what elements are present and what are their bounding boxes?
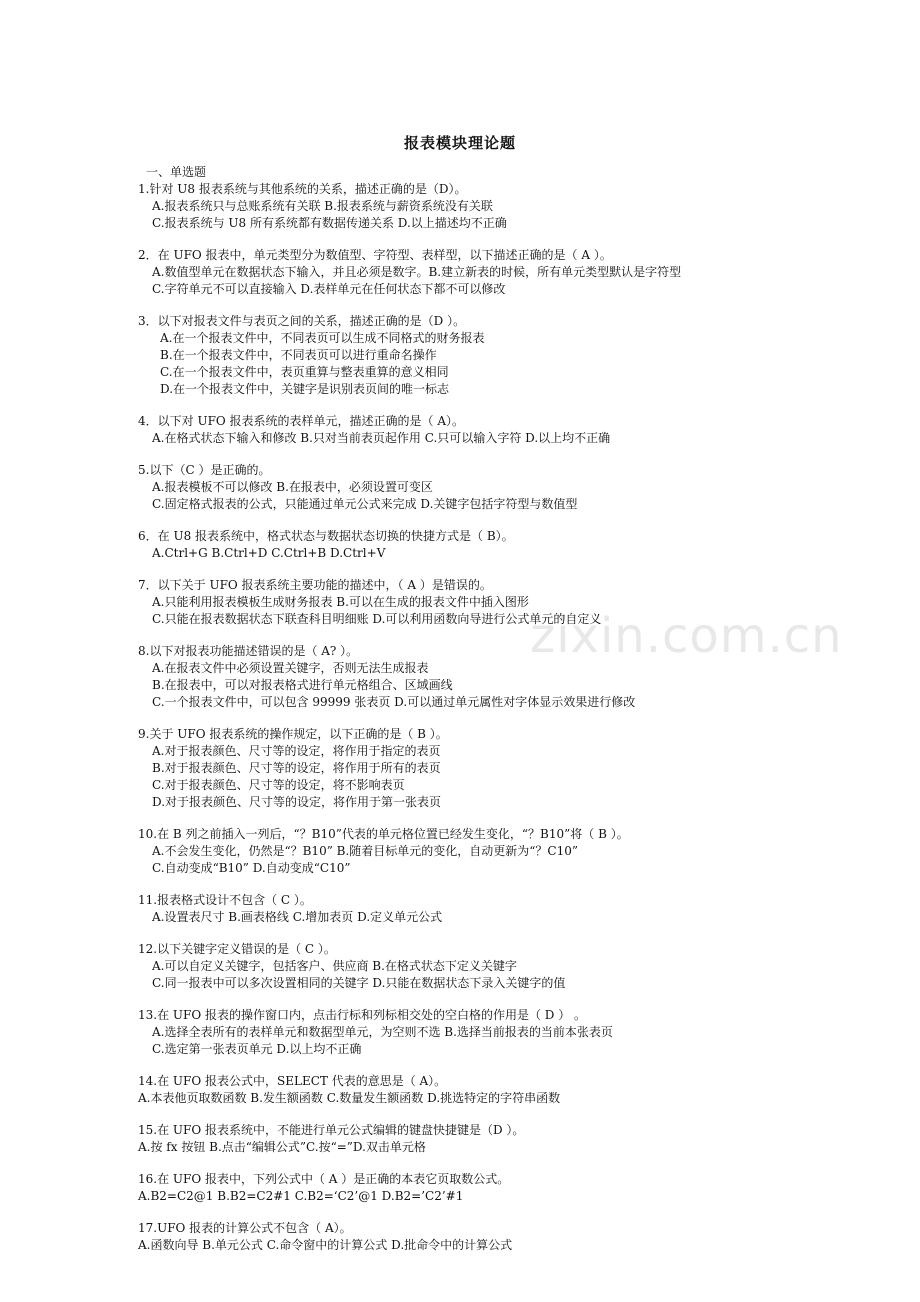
question-options-line: B.在一个报表文件中，不同表页可以进行重命名操作 (160, 348, 437, 362)
question-stem: 4．以下对 UFO 报表系统的表样单元，描述正确的是（ A）。 (138, 414, 465, 428)
question-options-line: D.对于报表颜色、尺寸等的设定，将作用于第一张表页 (152, 795, 442, 809)
question-options-line: A.B2=C2@1 B.B2=C2#1 C.B2=‘C2’@1 D.B2=’C2’#1 (138, 1189, 464, 1203)
question-options-line: A.数值型单元在数据状态下输入，并且必须是数字。B.建立新表的时候，所有单元类型默认是字符型 (152, 265, 682, 279)
question-stem: 1.针对 U8 报表系统与其他系统的关系，描述正确的是（D）。 (138, 182, 467, 196)
question-options-line: B.对于报表颜色、尺寸等的设定，将作用于所有的表页 (152, 761, 441, 775)
question-options-line: A.在一个报表文件中，不同表页可以生成不同格式的财务报表 (160, 331, 485, 345)
question-options-line: A.对于报表颜色、尺寸等的设定，将作用于指定的表页 (152, 744, 441, 758)
question-options-line: C.在一个报表文件中，表页重算与整表重算的意义相同 (160, 365, 449, 379)
page-title: 报表模块理论题 (403, 134, 516, 152)
question-14 (138, 1073, 778, 1107)
question-17 (138, 1220, 778, 1254)
question-stem: 11.报表格式设计不包含（ C ）。 (138, 893, 312, 907)
question-3 (138, 313, 778, 398)
question-stem: 12.以下关键字定义错误的是（ C ）。 (138, 942, 336, 956)
question-options-line: C.对于报表颜色、尺寸等的设定，将不影响表页 (152, 778, 405, 792)
question-stem: 9.关于 UFO 报表系统的操作规定，以下正确的是（ B ）。 (138, 727, 448, 741)
question-options-line: B.在报表中，可以对报表格式进行单元格组合、区域画线 (152, 678, 453, 692)
question-10 (138, 826, 778, 877)
question-1 (138, 181, 778, 232)
question-stem: 17.UFO 报表的计算公式不包含（ A）。 (138, 1221, 352, 1235)
question-stem: 15.在 UFO 报表系统中，不能进行单元公式编辑的键盘快捷键是（D ）。 (138, 1123, 525, 1137)
question-options-line: A.选择全表所有的表样单元和数据型单元，为空则不选 B.选择当前报表的当前本张表页 (152, 1025, 613, 1039)
question-15 (138, 1122, 778, 1156)
question-stem: 10.在 B 列之前插入一列后，“？B10”代表的单元格位置已经发生变化，“？B10”将（ B ）。 (138, 827, 629, 841)
question-stem: 13.在 UFO 报表的操作窗口内，点击行标和列标相交处的空白格的作用是（ D ） 。 (138, 1008, 587, 1022)
question-options-line: A.报表系统只与总账系统有关联 B.报表系统与薪资系统没有关联 (152, 199, 493, 213)
question-12 (138, 941, 778, 992)
question-stem: 14.在 UFO 报表公式中，SELECT 代表的意思是（ A）。 (138, 1074, 447, 1088)
question-options-line: A.在报表文件中必须设置关键字，否则无法生成报表 (152, 661, 429, 675)
question-options-line: A.只能利用报表模板生成财务报表 B.可以在生成的报表文件中插入图形 (152, 595, 529, 609)
question-8 (138, 643, 778, 711)
question-options-line: C.只能在报表数据状态下联查科目明细账 D.可以利用函数向导进行公式单元的自定义 (152, 612, 602, 626)
question-2 (138, 247, 778, 298)
question-options-line: A.报表模板不可以修改 B.在报表中，必须设置可变区 (152, 480, 433, 494)
question-stem: 3．以下对报表文件与表页之间的关系，描述正确的是（D ）。 (138, 314, 466, 328)
question-stem: 5.以下（C ）是正确的。 (138, 463, 271, 477)
question-options-line: C.一个报表文件中，可以包含 99999 张表页 D.可以通过单元属性对字体显示效果进行修改 (152, 695, 636, 709)
question-options-line: A.可以自定义关键字，包括客户、供应商 B.在格式状态下定义关键字 (152, 959, 517, 973)
question-6 (138, 528, 778, 562)
question-options-line: C.报表系统与 U8 所有系统都有数据传递关系 D.以上描述均不正确 (152, 216, 507, 230)
question-stem: 6．在 U8 报表系统中，格式状态与数据状态切换的快捷方式是（ B）。 (138, 529, 514, 543)
question-options-line: C.同一报表中可以多次设置相同的关键字 D.只能在数据状态下录入关键字的值 (152, 976, 566, 990)
question-16 (138, 1171, 778, 1205)
question-stem: 7．以下关于 UFO 报表系统主要功能的描述中，（ A ）是错误的。 (138, 578, 492, 592)
question-stem: 8.以下对报表功能描述错误的是（ A? ）。 (138, 644, 359, 658)
question-stem: 2．在 UFO 报表中，单元类型分为数值型、字符型、表样型，以下描述正确的是（ A ）。 (138, 248, 612, 262)
question-options-line: A.Ctrl+G B.Ctrl+D C.Ctrl+B D.Ctrl+V (152, 546, 386, 560)
question-options-line: A.设置表尺寸 B.画表格线 C.增加表页 D.定义单元公式 (152, 910, 443, 924)
question-11 (138, 892, 778, 926)
question-options-line: A.函数向导 B.单元公式 C.命令窗中的计算公式 D.批命令中的计算公式 (138, 1238, 513, 1252)
question-stem: 16.在 UFO 报表中，下列公式中（ A ）是正确的本表它页取数公式。 (138, 1172, 510, 1186)
question-9 (138, 726, 778, 811)
watermark: zixin.com.cn (530, 608, 843, 664)
question-options-line: C.自动变成“B10” D.自动变成“C10” (152, 861, 351, 875)
question-options-line: A.不会发生变化，仍然是“？B10” B.随着目标单元的变化，自动更新为“？C10” (152, 844, 579, 858)
section-label: 一、单选题 (146, 165, 207, 179)
question-list (138, 164, 778, 1254)
question-options-line: A.按 fx 按钮 B.点击“编辑公式”C.按“=”D.双击单元格 (138, 1140, 426, 1154)
question-13 (138, 1007, 778, 1058)
question-options-line: C.字符单元不可以直接输入 D.表样单元在任何状态下都不可以修改 (152, 282, 506, 296)
question-4 (138, 413, 778, 447)
question-7 (138, 577, 778, 628)
question-options-line: C.选定第一张表页单元 D.以上均不正确 (152, 1042, 362, 1056)
question-options-line: A.在格式状态下输入和修改 B.只对当前表页起作用 C.只可以输入字符 D.以上均不正确 (152, 431, 611, 445)
question-options-line: A.本表他页取数函数 B.发生额函数 C.数量发生额函数 D.挑选特定的字符串函数 (138, 1091, 561, 1105)
question-options-line: D.在一个报表文件中，关键字是识别表页间的唯一标志 (160, 382, 450, 396)
question-options-line: C.固定格式报表的公式，只能通过单元公式来完成 D.关键字包括字符型与数值型 (152, 497, 578, 511)
question-5 (138, 462, 778, 513)
